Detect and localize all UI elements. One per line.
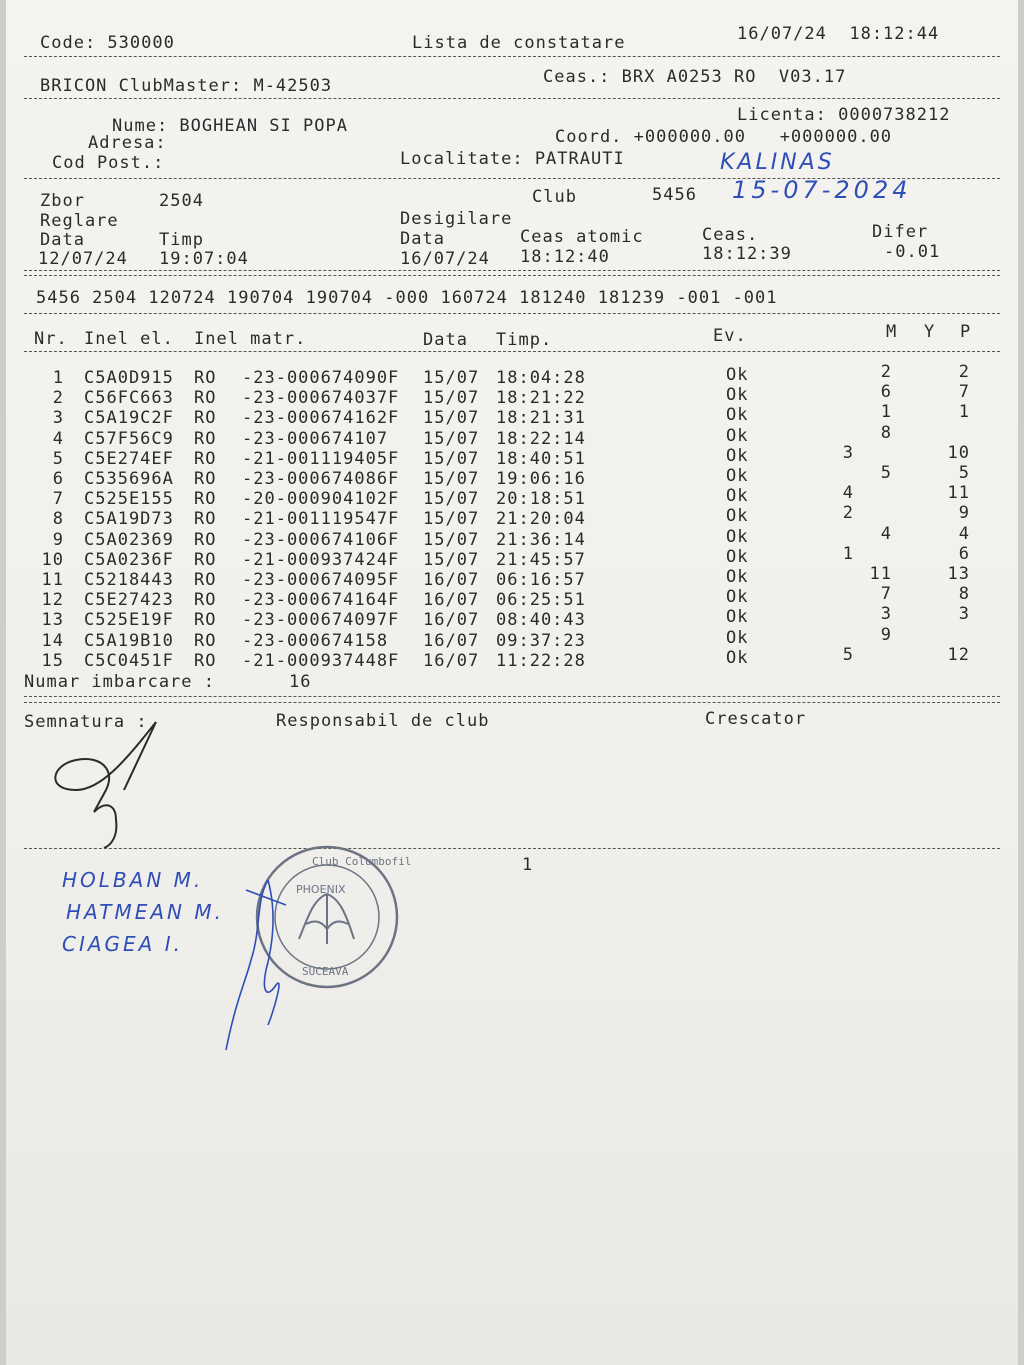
stamp-text-mid: PHOENIX <box>296 883 346 896</box>
col-p-value: 13 <box>947 564 970 584</box>
ring-country: RO <box>194 650 217 671</box>
col-header-ev: Ev. <box>713 326 747 346</box>
ring-matriculation: -23-000674158 <box>242 630 389 651</box>
arrival-date: 15/07 <box>423 509 480 530</box>
col-header-nr: Nr. <box>34 329 68 349</box>
col-p-value: 3 <box>958 604 970 625</box>
ring-electronic: C56FC663 <box>84 388 174 409</box>
event-status: Ok <box>726 486 749 507</box>
row-number: 5 <box>52 448 64 469</box>
ring-electronic: C5E274EF <box>84 448 174 469</box>
club-responsible-label: Responsabil de club <box>276 711 490 731</box>
handwritten-name-2: HATMEAN M. <box>66 900 224 924</box>
ring-matriculation: -23-000674162F <box>242 408 400 429</box>
clubmaster-id: BRICON ClubMaster: M-42503 <box>40 76 333 96</box>
ring-country: RO <box>194 570 217 590</box>
signature-label: Semnatura : <box>24 712 148 732</box>
arrival-date: 15/07 <box>423 408 480 429</box>
ring-electronic: C525E155 <box>84 489 174 510</box>
col-y-value: 8 <box>880 422 892 443</box>
arrival-date: 16/07 <box>423 630 480 651</box>
arrival-time: 18:21:31 <box>496 408 586 429</box>
event-status: Ok <box>726 425 749 446</box>
event-status: Ok <box>726 445 749 466</box>
numar-value: 16 <box>289 672 312 692</box>
col-header-y: Y <box>924 322 936 342</box>
ring-country: RO <box>194 610 217 631</box>
ring-country: RO <box>194 388 217 409</box>
ring-electronic: C5A02369 <box>84 529 174 550</box>
col-p-value: 5 <box>958 463 970 483</box>
ring-country: RO <box>194 549 217 570</box>
arrival-time: 18:21:22 <box>496 388 586 409</box>
col-y-value: 4 <box>880 523 892 544</box>
ring-matriculation: -21-000937448F <box>242 650 400 671</box>
flight-number: 2504 <box>159 191 204 211</box>
row-number: 8 <box>52 509 64 530</box>
col-y-value: 2 <box>880 362 892 382</box>
arrival-date: 15/07 <box>423 428 480 449</box>
event-status: Ok <box>726 526 749 547</box>
event-status: Ok <box>726 466 749 486</box>
ring-country: RO <box>194 630 217 651</box>
data-label: Data <box>400 229 445 249</box>
ring-matriculation: -20-000904102F <box>242 489 400 510</box>
row-number: 2 <box>52 388 64 409</box>
ring-matriculation: -23-000674086F <box>242 469 400 489</box>
ring-country: RO <box>194 448 217 469</box>
ring-country: RO <box>194 469 217 489</box>
arrival-date: 16/07 <box>423 570 480 590</box>
event-status: Ok <box>726 587 749 608</box>
arrival-time: 21:36:14 <box>496 529 586 550</box>
col-p-value: 11 <box>947 483 970 504</box>
flight-label: Zbor <box>40 191 85 211</box>
event-status: Ok <box>726 405 749 426</box>
ring-matriculation: -23-000674090F <box>242 368 400 388</box>
stamp-text-top: Club Columbofil <box>312 855 412 868</box>
arrival-date: 15/07 <box>423 469 480 489</box>
arrival-date: 16/07 <box>423 590 480 611</box>
ring-matriculation: -23-000674037F <box>242 388 400 409</box>
ring-electronic: C5A19C2F <box>84 408 174 429</box>
col-p-value: 6 <box>958 543 970 564</box>
arrival-date: 16/07 <box>423 610 480 631</box>
arrival-time: 18:40:51 <box>496 448 586 469</box>
arrival-date: 15/07 <box>423 388 480 409</box>
row-number: 6 <box>52 469 64 489</box>
ring-country: RO <box>194 408 217 429</box>
ring-country: RO <box>194 529 217 550</box>
row-number: 14 <box>41 630 64 651</box>
reglare-date: 12/07/24 <box>38 249 128 269</box>
club-label: Club <box>532 187 577 207</box>
ring-electronic: C5A0D915 <box>84 368 174 388</box>
ring-matriculation: -23-000674164F <box>242 590 400 611</box>
arrival-date: 15/07 <box>423 489 480 510</box>
arrival-date: 15/07 <box>423 368 480 388</box>
handwritten-date: 15-07-2024 <box>732 176 912 204</box>
owner-postcode: Cod Post.: <box>52 153 165 173</box>
arrival-date: 16/07 <box>423 650 480 671</box>
col-y-value: 5 <box>880 463 892 483</box>
col-p-value: 2 <box>958 362 970 382</box>
ring-electronic: C5218443 <box>84 570 174 590</box>
col-header-inel-el: Inel el. <box>84 329 174 349</box>
handwritten-place: KALINAS <box>720 150 835 175</box>
ring-matriculation: -21-001119547F <box>242 509 400 530</box>
col-m-value: 3 <box>842 442 854 463</box>
arrival-date: 15/07 <box>423 448 480 469</box>
col-y-value: 3 <box>880 604 892 625</box>
arrival-time: 06:16:57 <box>496 570 586 590</box>
reglare-label: Reglare <box>40 211 119 231</box>
clock-id: Ceas.: BRX A0253 RO V03.17 <box>543 67 847 87</box>
handwritten-name-3: CIAGEA I. <box>62 932 183 956</box>
row-number: 9 <box>52 529 64 550</box>
arrival-time: 21:20:04 <box>496 509 586 530</box>
arrival-time: 18:22:14 <box>496 428 586 449</box>
row-number: 15 <box>41 650 64 671</box>
breeder-label: Crescator <box>705 709 807 729</box>
row-number: 4 <box>52 428 64 449</box>
col-p-value: 9 <box>958 503 970 524</box>
club-number: 5456 <box>652 185 697 205</box>
ring-country: RO <box>194 509 217 530</box>
difference-value: -0.01 <box>884 242 941 262</box>
ring-electronic: C5A0236F <box>84 549 174 570</box>
ring-electronic: C5A19B10 <box>84 630 174 651</box>
difference-label: Difer <box>872 222 929 242</box>
handwritten-name-1: HOLBAN M. <box>62 868 204 892</box>
col-y-value: 1 <box>880 402 892 423</box>
arrival-time: 09:37:23 <box>496 630 586 651</box>
arrival-time: 11:22:28 <box>496 650 586 671</box>
desigilare-date: 16/07/24 <box>400 249 490 269</box>
row-number: 11 <box>41 570 64 590</box>
col-y-value: 9 <box>880 624 892 645</box>
owner-address: Adresa: <box>88 133 167 153</box>
arrival-time: 19:06:16 <box>496 469 586 489</box>
event-status: Ok <box>726 506 749 527</box>
arrival-time: 06:25:51 <box>496 590 586 611</box>
report-datetime: 16/07/24 18:12:44 <box>737 24 940 44</box>
col-p-value: 7 <box>958 382 970 403</box>
owner-name: Nume: BOGHEAN SI POPA <box>112 116 348 136</box>
row-number: 1 <box>52 368 64 388</box>
desigilare-label: Desigilare <box>400 209 513 229</box>
ring-electronic: C57F56C9 <box>84 428 174 449</box>
event-status: Ok <box>726 546 749 567</box>
col-m-value: 5 <box>842 644 854 665</box>
col-m-value: 1 <box>842 543 854 564</box>
ring-electronic: C5E27423 <box>84 590 174 611</box>
row-number: 10 <box>41 549 64 570</box>
ring-electronic: C535696A <box>84 469 174 489</box>
arrival-time: 21:45:57 <box>496 549 586 570</box>
page-number: 1 <box>522 855 534 875</box>
col-p-value: 12 <box>947 644 970 665</box>
numar-label: Numar imbarcare : <box>24 672 215 692</box>
row-number: 12 <box>41 590 64 611</box>
arrival-time: 20:18:51 <box>496 489 586 510</box>
col-header-m: M <box>886 322 898 342</box>
ring-country: RO <box>194 428 217 449</box>
code-label: Code: 530000 <box>40 33 175 53</box>
ring-matriculation: -23-000674095F <box>242 570 400 590</box>
ring-matriculation: -21-001119405F <box>242 448 400 469</box>
col-header-timp: Timp. <box>496 330 553 350</box>
col-y-value: 7 <box>880 584 892 605</box>
event-status: Ok <box>726 607 749 628</box>
col-p-value: 1 <box>958 402 970 423</box>
summary-line: 5456 2504 120724 190704 190704 -000 160724 181240 181239 -001 -001 <box>36 288 778 308</box>
event-status: Ok <box>726 365 749 385</box>
arrival-time: 08:40:43 <box>496 610 586 631</box>
col-p-value: 4 <box>958 523 970 544</box>
event-status: Ok <box>726 627 749 648</box>
ring-matriculation: -23-000674106F <box>242 529 400 550</box>
data-label: Data <box>40 230 85 250</box>
col-m-value: 2 <box>842 503 854 524</box>
timp-label: Timp <box>159 230 204 250</box>
col-y-value: 6 <box>880 382 892 403</box>
clock-value: 18:12:39 <box>702 244 792 264</box>
pen-signature <box>6 0 1018 1365</box>
col-header-data: Data <box>423 330 468 350</box>
reglare-time: 19:07:04 <box>159 249 249 269</box>
col-header-inel-matr: Inel matr. <box>194 329 307 349</box>
stamp-text-bottom: SUCEAVA <box>302 965 349 978</box>
ring-country: RO <box>194 590 217 611</box>
row-number: 13 <box>41 610 64 631</box>
col-m-value: 4 <box>842 483 854 504</box>
ring-country: RO <box>194 489 217 510</box>
ring-matriculation: -23-000674097F <box>242 610 400 631</box>
arrival-date: 15/07 <box>423 529 480 550</box>
col-p-value: 10 <box>947 442 970 463</box>
ring-electronic: C5A19D73 <box>84 509 174 530</box>
col-p-value: 8 <box>958 584 970 605</box>
clock-label: Ceas. <box>702 225 759 245</box>
ring-matriculation: -21-000937424F <box>242 549 400 570</box>
ring-matriculation: -23-000674107 <box>242 428 389 449</box>
event-status: Ok <box>726 567 749 587</box>
arrival-date: 15/07 <box>423 549 480 570</box>
event-status: Ok <box>726 385 749 406</box>
row-number: 7 <box>52 489 64 510</box>
atomic-clock-label: Ceas atomic <box>520 227 644 247</box>
ring-electronic: C5C0451F <box>84 650 174 671</box>
locality: Localitate: PATRAUTI <box>400 149 625 169</box>
ring-electronic: C525E19F <box>84 610 174 631</box>
ring-country: RO <box>194 368 217 388</box>
col-y-value: 11 <box>869 564 892 584</box>
row-number: 3 <box>52 408 64 429</box>
report-title: Lista de constatare <box>412 33 626 53</box>
printed-report <box>6 0 1018 1365</box>
event-status: Ok <box>726 647 749 668</box>
licence: Licenta: 0000738212 <box>737 105 951 125</box>
arrival-time: 18:04:28 <box>496 368 586 388</box>
coordinates: Coord. +000000.00 +000000.00 <box>555 127 893 147</box>
atomic-clock-value: 18:12:40 <box>520 247 610 267</box>
col-header-p: P <box>960 322 972 342</box>
